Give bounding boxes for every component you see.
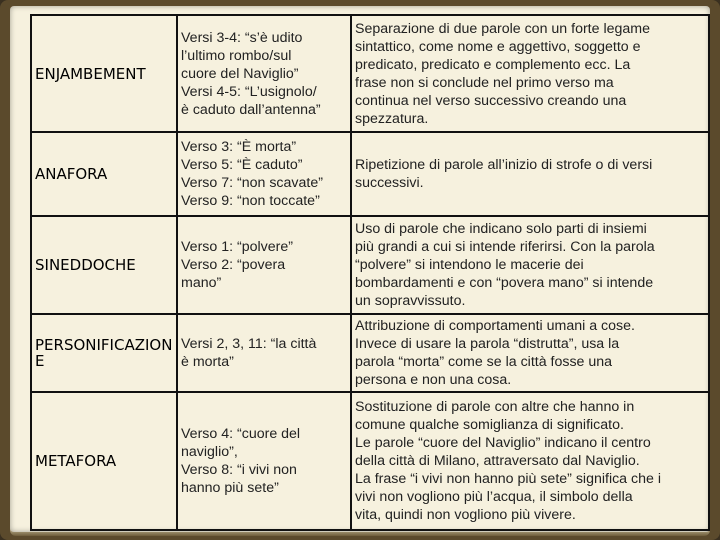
term-cell: METAFORA bbox=[31, 392, 177, 530]
description-cell: Attribuzione di comportamenti umani a cose. Invece di usare la parola “distrutta”, usa la parola “morta” come se la città fosse una persona e non una cosa. bbox=[351, 314, 709, 392]
description-cell: Sostituzione di parole con altre che hanno in comune qualche somiglianza di significato. Le parole “cuore del Naviglio” indicano il centro della città di Milano, attraversato dal Naviglio. La frase “i vivi non hanno più sete” significa che i vivi non vogliono più l’acqua, il simbolo della vita, quindi non vogliono più vivere. bbox=[351, 392, 709, 530]
term-cell: ENJAMBEMENT bbox=[31, 15, 177, 132]
term-cell: ANAFORA bbox=[31, 132, 177, 216]
example-cell: Versi 2, 3, 11: “la città è morta” bbox=[177, 314, 351, 392]
example-cell: Versi 3-4: “s’è udito l’ultimo rombo/sul cuore del Naviglio” Versi 4-5: “L’usignolo/ è caduto dall’antenna” bbox=[177, 15, 351, 132]
notebook-page bbox=[10, 6, 710, 532]
table-row bbox=[31, 314, 709, 392]
example-cell: Verso 1: “polvere” Verso 2: “povera mano” bbox=[177, 216, 351, 314]
table-row bbox=[31, 392, 709, 530]
example-cell: Verso 3: “È morta” Verso 5: “È caduto” Verso 7: “non scavate” Verso 9: “non toccate” bbox=[177, 132, 351, 216]
description-cell: Uso di parole che indicano solo parti di insiemi più grandi a cui si intende riferirsi. Con la parola “polvere” si intendono le macerie dei bombardamenti e con “povera mano” si intende un sopravvissuto. bbox=[351, 216, 709, 314]
term-cell: SINEDDOCHE bbox=[31, 216, 177, 314]
example-cell: Verso 4: “cuore del naviglio”, Verso 8: “i vivi non hanno più sete” bbox=[177, 392, 351, 530]
table-row bbox=[31, 216, 709, 314]
description-cell: Separazione di due parole con un forte legame sintattico, come nome e aggettivo, soggetto e predicato, predicato e complemento ecc. La frase non si conclude nel primo verso ma continua nel verso successivo creando una spezzatura. bbox=[351, 15, 709, 132]
term-cell: PERSONIFICAZIONE bbox=[31, 314, 177, 392]
rhetorical-figures-table bbox=[30, 14, 710, 531]
table-row bbox=[31, 15, 709, 132]
table-row bbox=[31, 132, 709, 216]
description-cell: Ripetizione di parole all’inizio di strofe o di versi successivi. bbox=[351, 132, 709, 216]
